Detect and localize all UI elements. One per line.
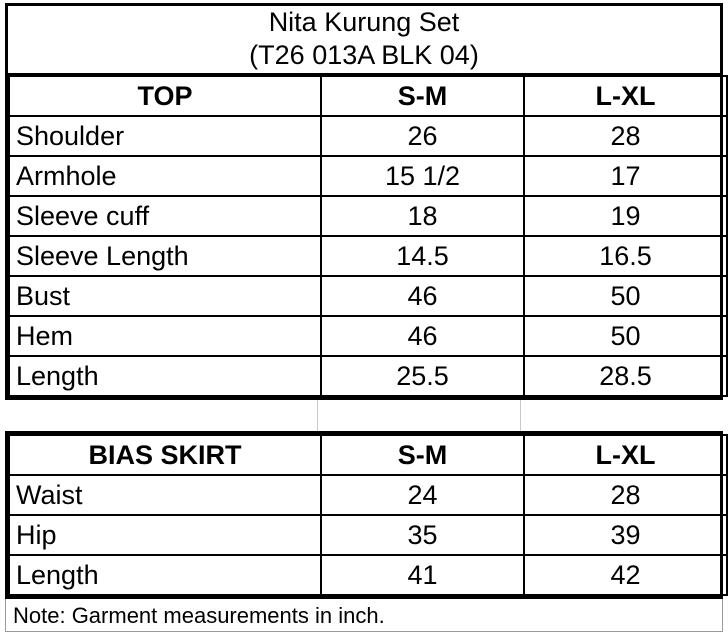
value-lxl: 17 (524, 156, 727, 196)
value-sm: 14.5 (321, 236, 524, 276)
row-label: Shoulder (9, 116, 321, 156)
product-code: (T26 013A BLK 04) (249, 40, 479, 70)
value-lxl: 16.5 (524, 236, 727, 276)
value-sm: 25.5 (321, 356, 524, 396)
value-lxl: 50 (524, 276, 727, 316)
table-row (9, 196, 727, 236)
value-lxl: 28.5 (524, 356, 727, 396)
value-sm: 18 (321, 196, 524, 236)
row-label: Sleeve Length (9, 236, 321, 276)
top-header-label: TOP (9, 76, 321, 116)
table-row (9, 356, 727, 396)
row-label: Hem (9, 316, 321, 356)
value-sm: 15 1/2 (321, 156, 524, 196)
skirt-measurements (5, 431, 723, 599)
value-lxl: 42 (524, 555, 727, 595)
title-block (5, 3, 723, 75)
value-sm: 35 (321, 515, 524, 555)
size-chart (5, 3, 723, 632)
value-lxl: 19 (524, 196, 727, 236)
skirt-header-label: BIAS SKIRT (9, 435, 321, 475)
top-table (8, 75, 728, 397)
measurement-note: Note: Garment measurements in inch. (5, 599, 723, 632)
value-lxl: 50 (524, 316, 727, 356)
skirt-header-row (9, 435, 727, 475)
value-sm: 46 (321, 316, 524, 356)
gridline (520, 400, 521, 431)
table-row (9, 116, 727, 156)
value-sm: 24 (321, 475, 524, 515)
table-row (9, 316, 727, 356)
value-lxl: 39 (524, 515, 727, 555)
table-row (9, 276, 727, 316)
top-header-lxl: L-XL (524, 76, 727, 116)
row-label: Length (9, 356, 321, 396)
table-row (9, 475, 727, 515)
table-row (9, 156, 727, 196)
product-name: Nita Kurung Set (268, 7, 460, 37)
table-row (9, 515, 727, 555)
top-measurements (5, 75, 723, 400)
row-label: Sleeve cuff (9, 196, 321, 236)
top-header-sm: S-M (321, 76, 524, 116)
row-label: Waist (9, 475, 321, 515)
value-sm: 41 (321, 555, 524, 595)
value-lxl: 28 (524, 475, 727, 515)
top-header-row (9, 76, 727, 116)
row-label: Bust (9, 276, 321, 316)
skirt-header-sm: S-M (321, 435, 524, 475)
spacer-row (5, 400, 723, 431)
skirt-table (8, 434, 728, 596)
gridline (317, 400, 318, 431)
row-label: Hip (9, 515, 321, 555)
row-label: Length (9, 555, 321, 595)
value-sm: 46 (321, 276, 524, 316)
table-row (9, 236, 727, 276)
value-sm: 26 (321, 116, 524, 156)
table-row (9, 555, 727, 595)
row-label: Armhole (9, 156, 321, 196)
value-lxl: 28 (524, 116, 727, 156)
skirt-header-lxl: L-XL (524, 435, 727, 475)
